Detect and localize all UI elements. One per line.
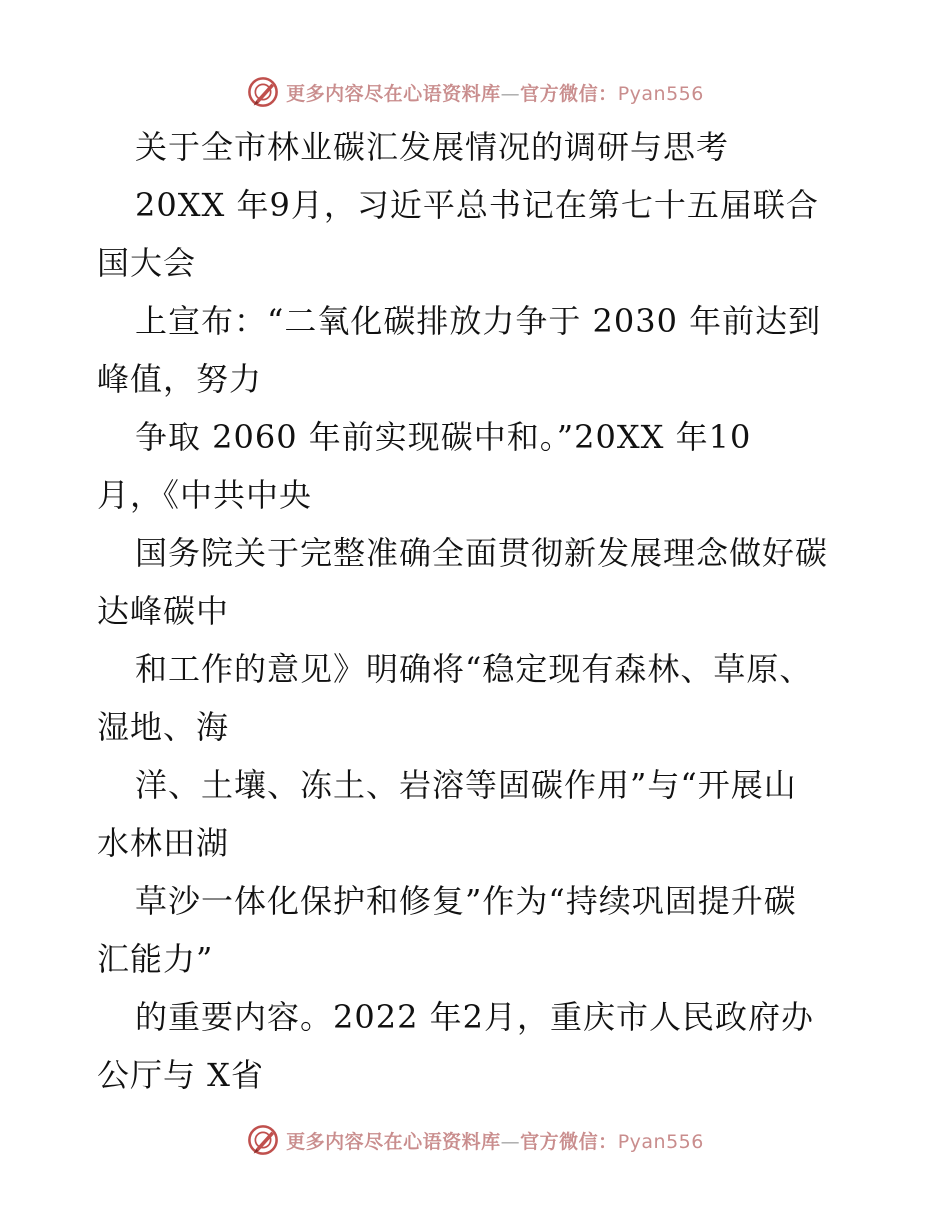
text-line: 达峰碳中	[97, 592, 230, 630]
header-watermark	[0, 72, 950, 112]
text-line: 洋、土壤、冻土、岩溶等固碳作用”与“开展山	[135, 766, 797, 804]
watermark-brand: 更多内容尽在心语资料库	[286, 82, 501, 105]
document-body	[97, 118, 857, 1104]
watermark-label: 官方微信：	[520, 82, 618, 105]
watermark-separator: —	[500, 1130, 521, 1153]
text-line: 汇能力”	[97, 940, 214, 978]
watermark-logo-icon	[246, 75, 280, 109]
text-line: 的重要内容。2022 年2月，重庆市人民政府办	[135, 998, 814, 1036]
watermark-handle: Pyan556	[617, 1130, 704, 1153]
watermark-logo-icon	[246, 1123, 280, 1157]
watermark-label: 官方微信：	[520, 1130, 618, 1153]
text-line: 峰值，努力	[97, 360, 263, 398]
document-title: 关于全市林业碳汇发展情况的调研与思考	[135, 128, 730, 166]
text-line: 国大会	[97, 244, 197, 282]
text-line: 国务院关于完整准确全面贯彻新发展理念做好碳	[135, 534, 829, 572]
text-line: 水林田湖	[97, 824, 230, 862]
text-line: 和工作的意见》明确将“稳定现有森林、草原、	[135, 650, 813, 688]
text-line: 月，《中共中央	[97, 476, 313, 514]
text-line: 湿地、海	[97, 708, 230, 746]
text-line: 20XX 年9月，习近平总书记在第七十五届联合	[135, 186, 819, 224]
footer-watermark	[0, 1120, 950, 1160]
text-line: 公厅与 X省	[97, 1056, 264, 1094]
watermark-handle: Pyan556	[617, 82, 704, 105]
text-line: 上宣布：“二氧化碳排放力争于 2030 年前达到	[135, 302, 822, 340]
watermark-brand: 更多内容尽在心语资料库	[286, 1130, 501, 1153]
text-line: 争取 2060 年前实现碳中和。”20XX 年10	[135, 418, 752, 456]
text-line: 草沙一体化保护和修复”作为“持续巩固提升碳	[135, 882, 797, 920]
watermark-separator: —	[500, 82, 521, 105]
